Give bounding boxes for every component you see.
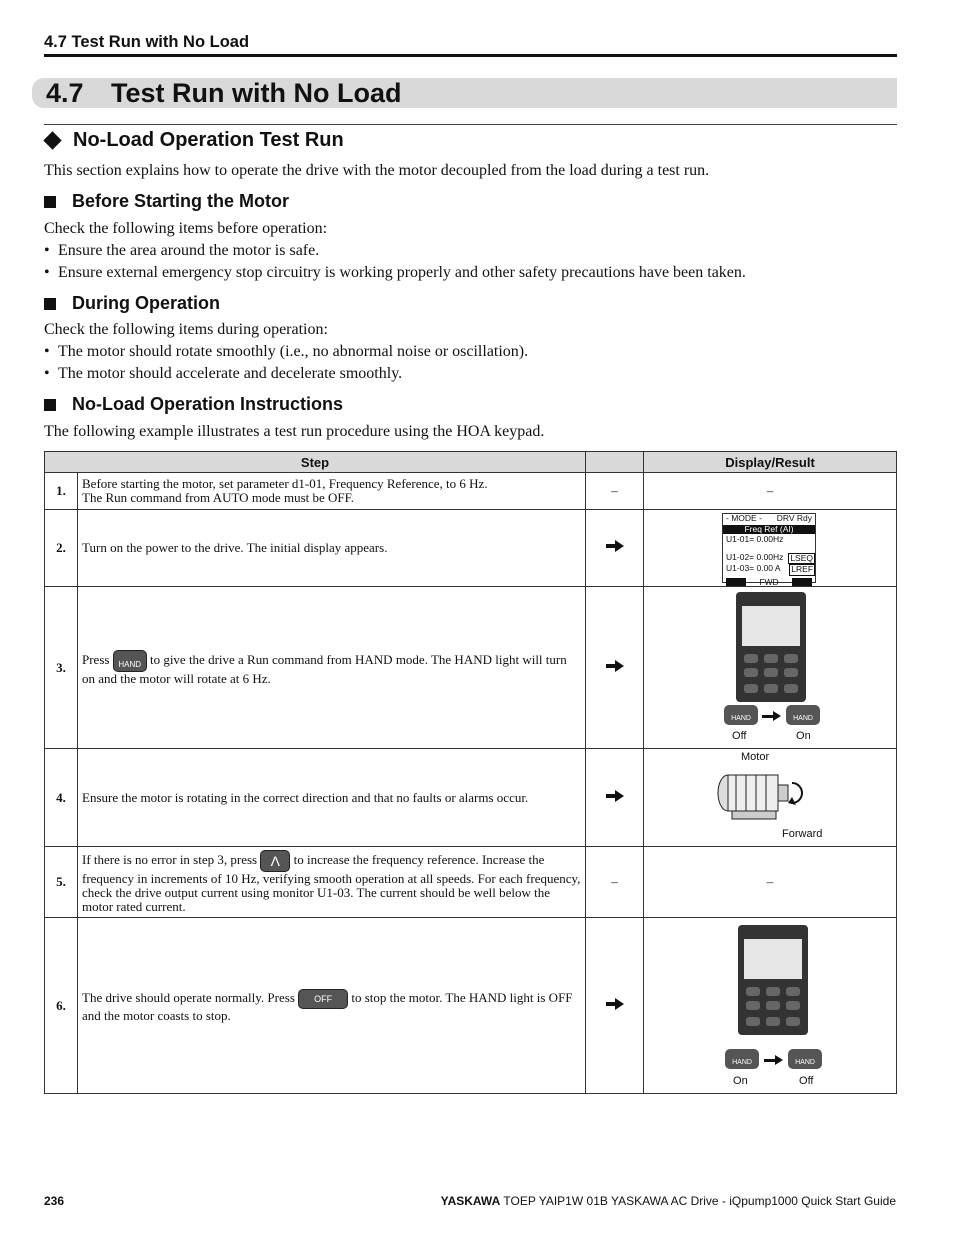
during-lead: Check the following items during operation: [44,321,328,338]
right-arrow-icon [606,660,624,672]
table-row [45,510,897,587]
header-blank [586,452,644,473]
hand-key-on-icon: HAND [786,705,820,725]
hand-key-icon: HAND [113,650,147,672]
during-bullet-1: • The motor should rotate smoothly (i.e., no abnormal noise or oscillation). [44,343,529,360]
step-text: Turn on the power to the drive. The initial display appears. [78,510,586,587]
table-row [45,918,897,1094]
up-key-icon: Λ [260,850,290,872]
label-off: Off [799,1075,814,1087]
section-title-bar [32,78,897,108]
right-arrow-icon [606,540,624,552]
running-head: 4.7 Test Run with No Load [44,33,250,51]
result-dash: – [644,847,897,918]
lcd-lseq: LSEQ [790,552,814,563]
step-number: 4. [45,749,78,847]
off-key-icon: OFF [298,989,348,1009]
step-number: 1. [45,473,78,510]
right-arrow-icon [764,1055,784,1065]
keypad-icon [736,592,806,702]
title-rule [44,124,897,125]
lcd-mode: - MODE - [726,513,762,523]
lcd-status: DRV Rdy [776,513,813,523]
during-bullet-2: • The motor should accelerate and decelerate smoothly. [44,365,403,382]
before-bullet-2: • Ensure external emergency stop circuitry is working properly and other safety precautions have been taken. [44,264,746,281]
hand-key-off-icon: HAND [788,1049,822,1069]
label-forward: Forward [782,828,823,840]
keypad-illustration-cell [644,587,897,749]
step-text: The drive should operate normally. Press OFF to stop the motor. The HAND light is OFF and the motor coasts to stop. [78,918,586,1094]
motor-icon [714,767,809,827]
table-row [45,473,897,510]
lcd-display-cell [644,510,897,587]
dash: – [586,847,644,918]
keypad-icon [738,925,808,1035]
step-text: Ensure the motor is rotating in the correct direction and that no faults or alarms occur. [78,749,586,847]
step-text: Before starting the motor, set parameter d1-01, Frequency Reference, to 6 Hz. The Run command from AUTO mode must be OFF. [78,473,586,510]
page-number: 236 [44,1194,65,1208]
table-row [45,587,897,749]
dash: – [586,473,644,510]
hand-key-off-icon: HAND [724,705,758,725]
step-number: 6. [45,918,78,1094]
during-heading: During Operation [44,293,220,314]
right-arrow-icon [606,790,624,802]
step-number: 5. [45,847,78,918]
steps-table [44,451,897,1094]
section-number: 4.7 [46,78,84,108]
footer-doc: TOEP YAIP1W 01B YASKAWA AC Drive - iQpump1000 Quick Start Guide [503,1194,896,1208]
square-bullet-icon [44,298,56,310]
label-on: On [796,730,811,742]
step-text: If there is no error in step 3, press Λ to increase the frequency reference. Increase the frequency in increments of 10 Hz, verifying smooth operation at all speeds. For each frequency, check the drive output current using monitor U1-03. The current should be well below the motor rated current. [78,847,586,918]
label-on: On [733,1075,748,1087]
table-row [45,749,897,847]
subsection-heading: No-Load Operation Test Run [44,129,344,152]
header-result: Display/Result [644,452,897,473]
before-heading: Before Starting the Motor [44,191,289,212]
step-number: 2. [45,510,78,587]
keypad-illustration-cell [644,918,897,1094]
lcd-u101: U1-01= 0.00Hz [726,534,784,544]
right-arrow-icon [606,998,624,1010]
intro-paragraph: This section explains how to operate the drive with the motor decoupled from the load during a test run. [44,162,710,179]
header-rule [44,54,897,57]
lcd-title: Freq Ref (AI) [723,525,815,535]
before-lead: Check the following items before operation: [44,220,328,237]
square-bullet-icon [44,399,56,411]
lcd-display [722,513,816,587]
lcd-u102: U1-02= 0.00Hz [726,551,784,562]
header-step: Step [45,452,586,473]
lcd-lref: LREF [791,564,814,574]
footer-brand: YASKAWA [440,1194,501,1208]
lcd-fwd: FWD [759,576,779,587]
motor-illustration-cell [644,749,897,847]
step-number: 3. [45,587,78,749]
footer-doc-info [441,1194,896,1208]
section-title: Test Run with No Load [111,78,402,108]
instructions-heading: No-Load Operation Instructions [44,394,343,415]
label-motor: Motor [741,751,770,763]
table-header-row [45,452,897,473]
lcd-u103: U1-03= 0.00 A [726,563,781,573]
step-text: Press HAND to give the drive a Run command from HAND mode. The HAND light will turn on and the motor will rotate at 6 Hz. [78,587,586,749]
instructions-lead: The following example illustrates a test run procedure using the HOA keypad. [44,423,545,440]
result-dash: – [644,473,897,510]
right-arrow-icon [762,711,782,721]
before-bullet-1: • Ensure the area around the motor is safe. [44,242,320,259]
table-row [45,847,897,918]
square-bullet-icon [44,196,56,208]
hand-key-on-icon: HAND [725,1049,759,1069]
diamond-bullet-icon [43,131,61,149]
label-off: Off [732,730,747,742]
